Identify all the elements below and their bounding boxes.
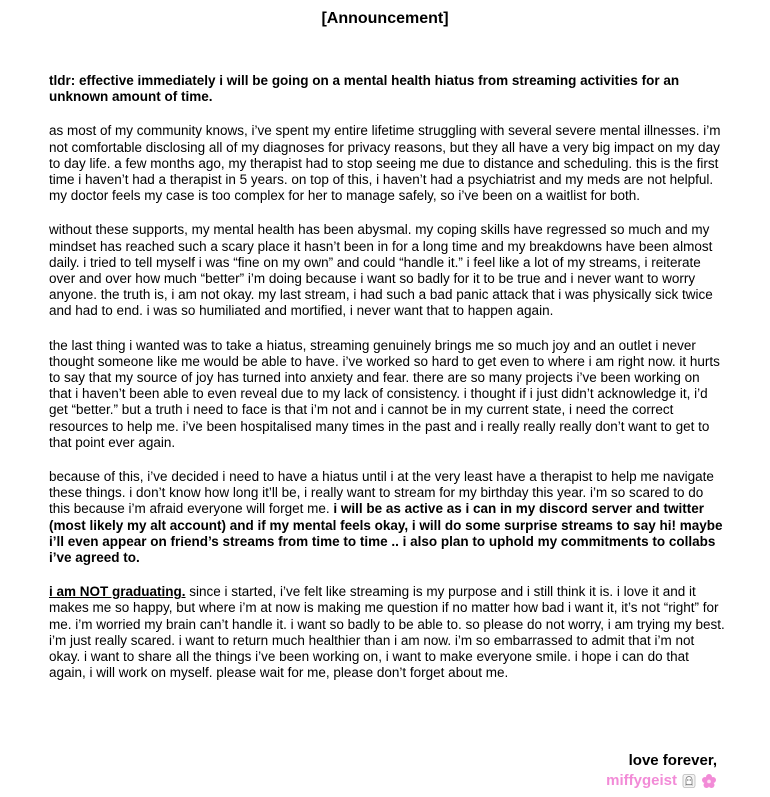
paragraph-4-text: because of this, i’ve decided i need to have a hiatus until i at the very least have a therapist to help me navigate these things. i don’t know how long it’ll be, i really want to stream for my birthday this year. i’m so scared to do this because i’m afraid everyone will forget me.: [49, 469, 714, 517]
paragraph-1: as most of my community knows, i’ve spent my entire lifetime struggling with several severe mental illnesses. i’m not comfortable disclosing all of my diagnoses for privacy reasons, but they all have a very big impact on my day to day life. a few months ago, my therapist had to stop seeing me due to distance and scheduling. this is the first time i haven’t had a therapist in 5 years. on top of this, i haven’t had a psychiatrist and my meds are not helpful. my doctor feels my case is too complex for her to manage safely, so i’ve been on a waitlist for both.: [49, 123, 721, 204]
paragraph-3: the last thing i wanted was to take a hiatus, streaming genuinely brings me so much joy and an outlet i never thought someone like me would be able to have. i’ve worked so hard to get even to where i am right now. it hurts to say that my source of joy has turned into anxiety and fear. there are so many projects i’ve been working on that i haven’t been able to even reveal due to my lack of consistency. i thought if i just didn’t acknowledge it, i’d get “better.” but a truth i need to face is that i’m not and i cannot be in my current state, i need the correct resources to help me. i’ve been hospitalised many times in the past and i really really really don’t want to get to that point ever again.: [49, 337, 720, 450]
paragraph-2: without these supports, my mental health has been abysmal. my coping skills have regressed so much and my mindset has reached such a scary place it hasn’t been in for a long time and my breakdowns have been almost daily. i tried to tell myself i was “fine on my own” and could “handle it.” i feel like a lot of my streams, i reiterate over and over how much “better” i’m doing because i want so badly for it to be true and i never want to worry anyone. the truth is, i am not okay. my last stream, i had such a bad panic attack that i was physically sick twice and had to end. i was so humiliated and mortified, i never want that to happen again.: [49, 222, 713, 319]
announcement-body: [49, 73, 725, 700]
author-name: miffygeist: [606, 772, 677, 789]
author-name-line: [606, 771, 717, 791]
paragraph-4-bold-text: i will be as active as i can in my discord server and twitter (most likely my alt account) and if my mental feels okay, i will do some surprise streams to say hi! maybe i’ll even appear on friend’s streams from time to time .. i also plan to uphold my commitments to collabs i’ve agreed to.: [49, 501, 723, 566]
signature: [606, 751, 717, 791]
paragraph-5-text: since i started, i’ve felt like streaming is my purpose and i still think it is. i love it and it makes me so happy, but where i’m at now is making me question if no matter how bad i want it, it’s not “right” for me. i’m worried my brain can’t handle it. i want so badly to be able to. so please do not worry, i am trying my best. i’m just really scared. i want to return much healthier than i am now. i’m so embarrassed to admit that i’m not okay. i want to share all the things i’ve been working on, i want to make everyone smile. i hope i can do that again, i will work on myself. please wait for me, please don’t forget about me.: [49, 584, 725, 681]
page-title: [Announcement]: [321, 10, 449, 27]
signoff-text: love forever,: [628, 752, 717, 769]
ghost-icon: [681, 773, 697, 789]
flower-icon: [701, 773, 717, 789]
tldr-paragraph: tldr: effective immediately i will be going on a mental health hiatus from streaming activities for an unknown amount of time.: [49, 73, 680, 105]
paragraph-4: [49, 469, 725, 566]
paragraph-5: [49, 584, 725, 681]
not-graduating-text: i am NOT graduating.: [49, 584, 186, 600]
